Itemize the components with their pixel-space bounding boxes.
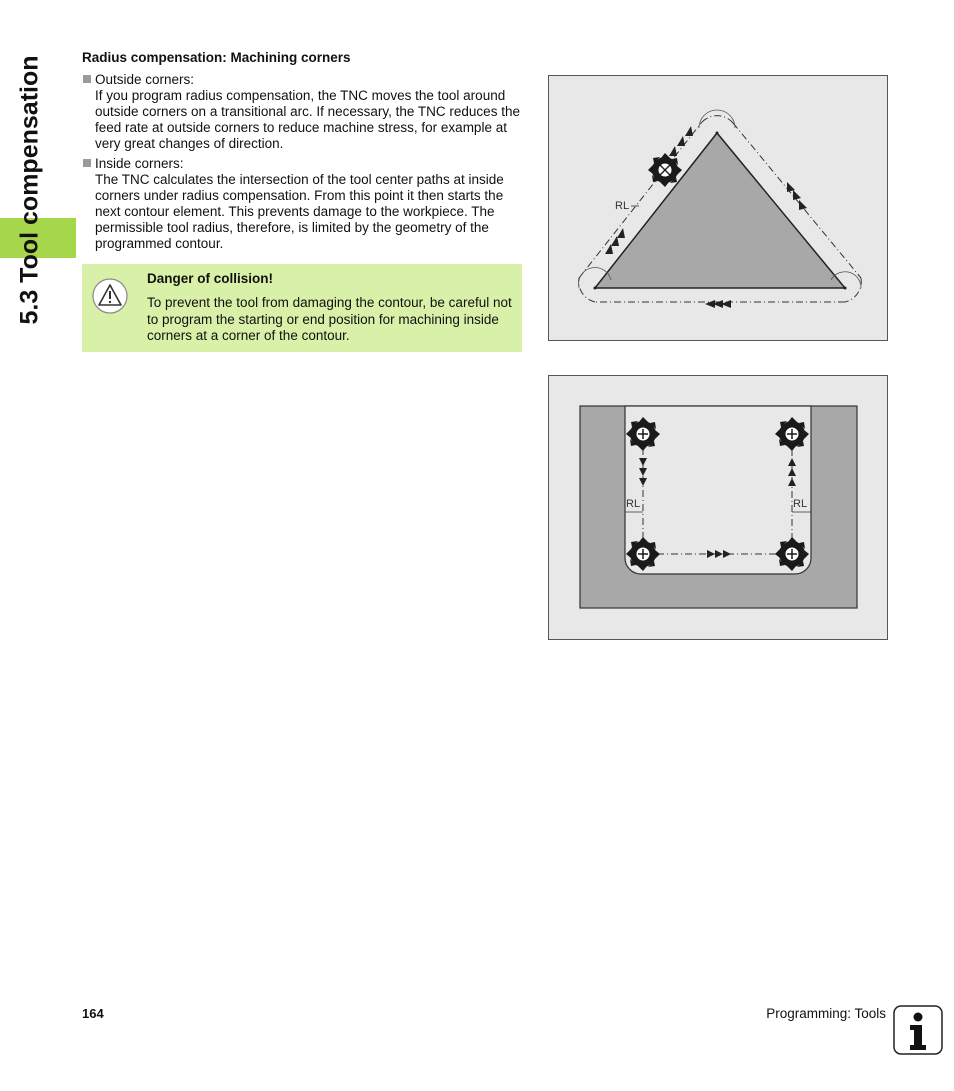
bullet-list [82, 72, 526, 256]
section-title-text: 5.3 Tool compensation [15, 55, 44, 325]
bullet-text: If you program radius compensation, the TNC moves the tool around outside corners on a transitional arc. If necessary, the TNC reduces the feed rate at outside corners to reduce machine stress, for example at very great changes of direction. [95, 88, 520, 151]
warning-text: To prevent the tool from damaging the contour, be careful not to program the starting or end position for machining inside corners at a corner of the contour. [147, 295, 512, 343]
warning-box [82, 264, 522, 352]
bullet-text: The TNC calculates the intersection of the tool center paths at inside corners under radius compensation. From this point it then starts the next contour element. This prevents damage to the workpiece. The permissible tool radius, therefore, is limited by the geometry of the programmed contour. [95, 172, 504, 251]
milling-cutter-icon [648, 153, 682, 187]
rl-label: RL [615, 200, 630, 212]
section-title-vertical [0, 0, 60, 340]
footer-chapter: Programming: Tools [766, 1006, 886, 1021]
warning-title: Danger of collision! [147, 271, 274, 286]
bullet-outside-corners [82, 72, 526, 152]
milling-cutter-icon [626, 417, 660, 451]
milling-cutter-icon [775, 537, 809, 571]
info-icon [893, 1005, 943, 1055]
rl-label-left: RL [626, 498, 641, 510]
figure-outside-corners [548, 75, 888, 341]
bullet-square-icon [83, 75, 91, 83]
section-heading: Radius compensation: Machining corners [82, 50, 351, 65]
path-arrows-bottom [705, 300, 731, 308]
milling-cutter-icon [626, 537, 660, 571]
warning-triangle-icon [92, 278, 128, 314]
inside-corners-diagram [549, 376, 887, 639]
page-number: 164 [82, 1006, 104, 1021]
bullet-label: Outside corners: [95, 72, 195, 87]
figure-inside-corners [548, 375, 888, 640]
bullet-inside-corners [82, 156, 526, 252]
bullet-square-icon [83, 159, 91, 167]
rl-label-right: RL [793, 498, 808, 510]
milling-cutter-icon [775, 417, 809, 451]
bullet-label: Inside corners: [95, 156, 184, 171]
outside-corners-diagram [549, 76, 887, 340]
path-arrows-right [787, 182, 807, 210]
